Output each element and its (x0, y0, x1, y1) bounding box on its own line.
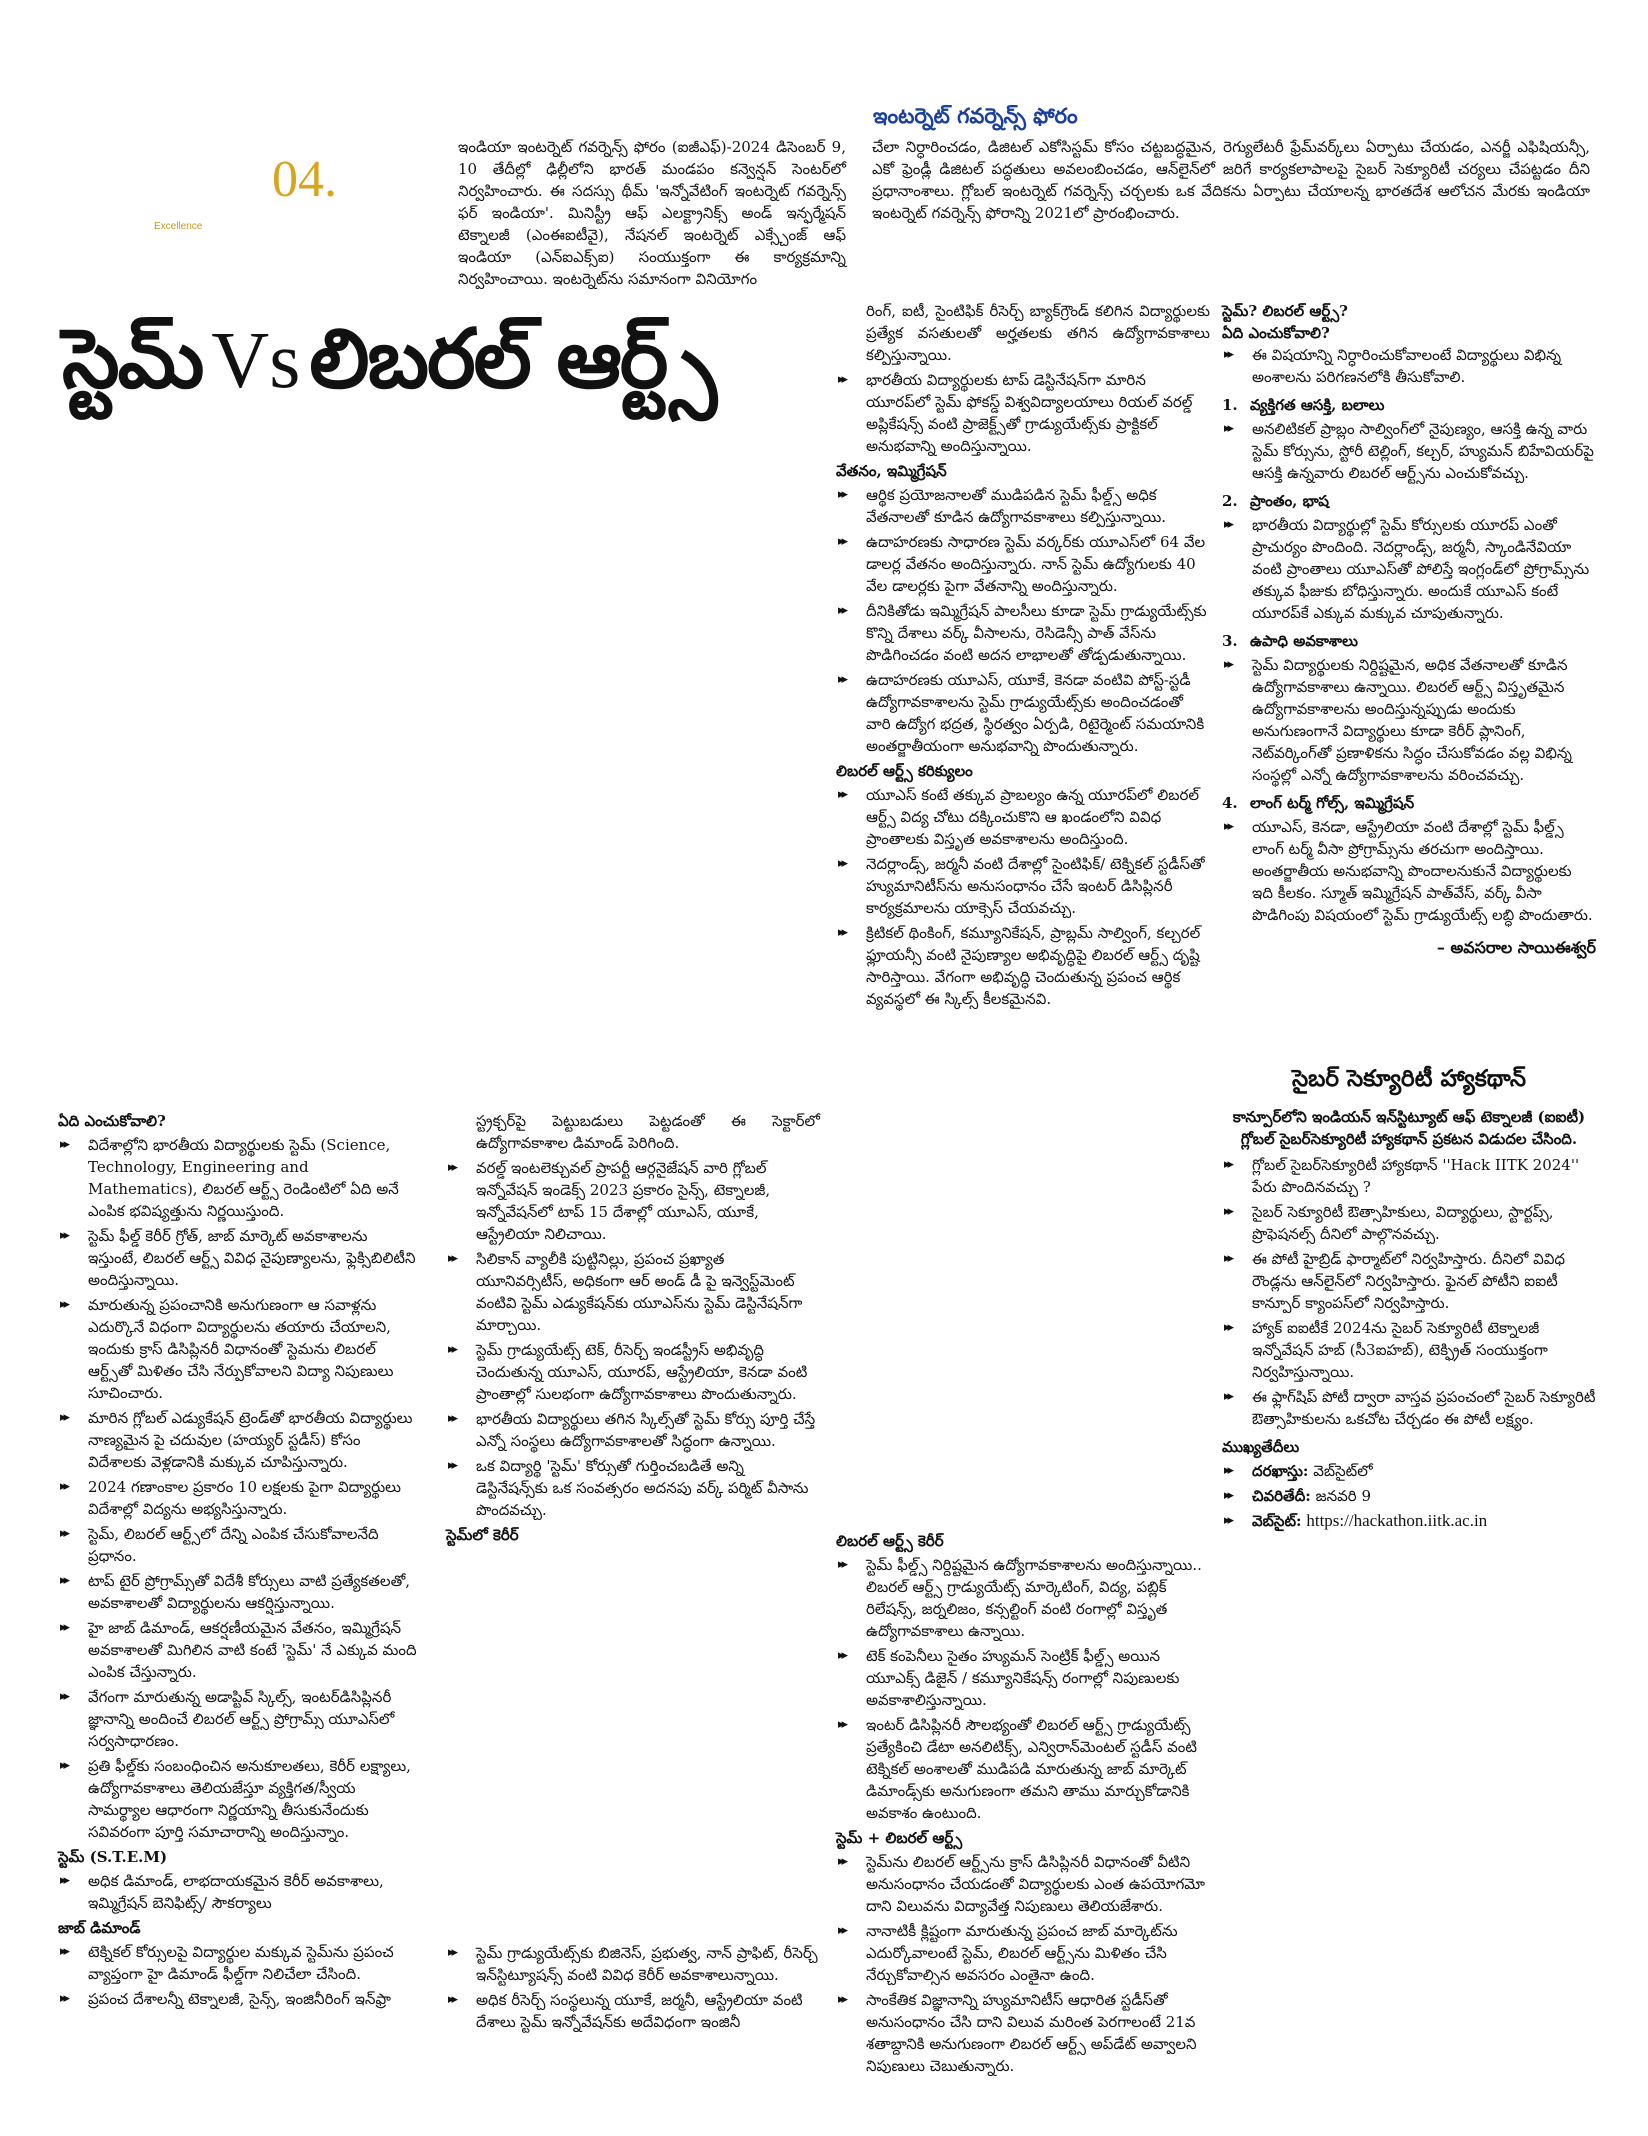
page-number: 04. (272, 151, 337, 208)
hackathon-box (1222, 1062, 1596, 1535)
double-arrow-icon: ▸▸ (838, 1648, 846, 1663)
list-item (58, 1686, 420, 1752)
list-item (1222, 344, 1596, 388)
section-heading: వేతనం, ఇమ్మిగ్రేషన్ (836, 462, 947, 480)
list-item-text: భారతీయ విద్యార్థులకు టాప్ డెస్టినేషన్‌గా మారిన యూరప్‌లో స్టెమ్ ఫోకస్డ్ విశ్వవిద్యాలయాలు రియల్ వరల్డ్ అప్లికేషన్స్ వంటి ప్రాజెక్ట్స్‌తో గ్రాడ్యుయేట్స్‌కు ప్రాక్టికల్ అనుభవాన్ని అందిస్తున్నాయి. (866, 371, 1193, 455)
double-arrow-icon: ▸▸ (838, 1992, 846, 2007)
double-arrow-icon: ▸▸ (1224, 1389, 1232, 1404)
section-heading: స్టెమ్ + లిబరల్ ఆర్ట్స్ (836, 1829, 963, 1847)
heading-text: ప్రాంతం, భాష (1250, 492, 1329, 510)
list-item-text: హై జాబ్ డిమాండ్, ఆకర్షణీయమైన వేతనం, ఇమ్మిగ్రేషన్ అవకాశాలతో మిగిలిన వాటి కంటే 'స్టెమ్' నే ఎక్కువ మంది ఎంపిక చేస్తున్నారు. (88, 1619, 417, 1681)
double-arrow-icon: ▸▸ (60, 1228, 68, 1243)
key-dates-heading: ముఖ్యతేదీలు (1222, 1438, 1300, 1456)
detail-value: వెబ్‌సైట్‌లో (1313, 1462, 1373, 1480)
list-item (1222, 514, 1596, 624)
list-item-text: భారతీయ విద్యార్థులు తగిన స్కిల్స్‌తో స్టెమ్ కోర్సు పూర్తి చేస్తే ఎన్నో సంస్థలు ఉద్యోగావకాశాలతో సిద్ధంగా ఉన్నాయి. (476, 1410, 816, 1450)
list-item-text: క్రిటికల్ థింకింగ్, కమ్యూనికేషన్, ప్రాబ్లమ్ సాల్వింగ్, కల్చరల్ ఫ్లూయన్సీ వంటి నైపుణ్యాల అభివృద్ధిపై లిబరల్ ఆర్ట్స్ దృష్టి సారిస్తాయి. వేగంగా అభివృద్ధి చెందుతున్న ప్రపంచ ఆర్థిక వ్యవస్థలో ఈ స్కిల్స్ కీలకమైనవి. (866, 924, 1201, 1008)
double-arrow-icon: ▸▸ (448, 1160, 456, 1175)
key-dates-list (1222, 1460, 1596, 1532)
list-item-text: గ్లోబల్ సైబర్‌సెక్యూరిటీ హ్యాకథాన్ ''Hack IITK 2024'' పేరు పొందినవచ్చు ? (1252, 1156, 1580, 1196)
list-item (1222, 1201, 1596, 1245)
list-item-text: ఉదాహరణకు సాధారణ స్టెమ్ వర్కర్‌కు యూఎస్‌లో 64 వేల డాలర్ల వేతనం అందిస్తున్నారు. నాన్ స్టెమ్ ఉద్యోగులకు 40 వేల డాలర్లకు పైగా వేతనాన్ని అందిస్తున్నారు. (866, 533, 1206, 595)
list-item (836, 1851, 1210, 1917)
detail-label: దరఖాస్తు: (1252, 1462, 1309, 1480)
list-item (836, 669, 1210, 757)
bottom-middle-column (446, 1110, 820, 1548)
numbered-heading (1222, 630, 1596, 652)
paragraph-continued: రింగ్, ఐటీ, సైంటిఫిక్ రీసెర్చ్ బ్యాక్‌గ్రౌండ్ కలిగిన విద్యార్థులకు ప్రత్యేక వసతులతో అర్హతలకు తగిన ఉద్యోగావకాశాలు కల్పిస్తున్నాయి. (866, 302, 1210, 364)
list-item (1222, 1154, 1596, 1198)
list-item-text: వరల్డ్ ఇంటలెక్చువల్ ప్రాపర్టీ ఆర్గనైజేషన్ వారి గ్లోబల్ ఇన్నోవేషన్ ఇండెక్స్ 2023 ప్రకారం సైన్స్, టెక్నాలజీ, ఇన్నోవేషన్‌లో టాప్ 15 దేశాల్లో యూఎస్, యూకే, ఆస్ట్రేలియా నిలిచాయి. (476, 1159, 771, 1243)
list-item-text: మారిన గ్లోబల్ ఎడ్యుకేషన్ ట్రెండ్‌తో భారతీయ విద్యార్థులు నాణ్యమైన పై చదువుల (హయ్యర్ స్టడీస్) కోసం విదేశాలకు వెళ్లడానికి మక్కువ చూపిస్తున్నారు. (88, 1409, 413, 1471)
headline-stem: స్టెమ్ (62, 312, 203, 407)
double-arrow-icon: ▸▸ (60, 1689, 68, 1704)
bullet-list (1222, 514, 1596, 624)
list-item (836, 1554, 1210, 1642)
list-item-text: ఈ విషయాన్ని నిర్ధారించుకోవాలంటే విద్యార్థులు విభిన్న అంశాలను పరిగణనలోకి తీసుకోవాలి. (1252, 346, 1562, 386)
list-item (836, 1920, 1210, 1986)
list-item (446, 1157, 820, 1245)
headline-vs: Vs (211, 317, 301, 405)
list-item-text: స్టెమ్ ఫీల్డ్ కెరీర్ గ్రోత్, జాబ్ మార్కెట్ అవకాశాలను ఇస్తుంటే, లిబరల్ ఆర్ట్స్ వివిధ నైపుణ్యాలను, ఫ్లెక్సిబిలిటీని అందిస్తున్నాయి. (88, 1227, 416, 1289)
list-item (58, 1134, 420, 1222)
double-arrow-icon: ▸▸ (838, 672, 846, 687)
list-item-text: సిలికాన్ వ్యాలీకి పుట్టినిల్లు, ప్రపంచ ప్రఖ్యాత యూనివర్సిటీస్, అధికంగా ఆర్ అండ్ డీ పై ఇన్వెస్ట్‌మెంట్ వంటివి స్టెమ్ ఎడ్యుకేషన్‌కు యూఎస్‌ను స్టెమ్ డెస్టినేషన్‌గా మార్చాయి. (476, 1250, 803, 1334)
list-item-text: ఇంటర్ డిసిప్లినరీ సౌలభ్యంతో లిబరల్ ఆర్ట్స్ గ్రాడ్యుయేట్స్ ప్రత్యేకించి డేటా అనలిటిక్స్, ఎన్విరాన్‌మెంటల్ స్టడీస్ వంటి టెక్నికల్ అంశాలతో ముడిపడి మారుతున్న జాబ్ మార్కెట్ డిమాండ్స్‌కు అనుగుణంగా తమని తాము మార్చుకోడానికి అవకాశం ఉంటుంది. (866, 1716, 1197, 1822)
list-item (446, 1339, 820, 1405)
numbered-heading (1222, 792, 1596, 814)
list-item-text: అనలిటికల్ ప్రాబ్లం సాల్వింగ్‌లో నైపుణ్యం, ఆసక్తి ఉన్న వారు స్టెమ్ కోర్సును, స్టోరీ టెల్లింగ్, కల్చర్, హ్యుమన్ బిహేవియర్‌పై ఆసక్తి ఉన్నవారు లిబరల్ ఆర్ట్స్‌ను ఎంచుకోవచ్చు. (1252, 420, 1594, 482)
forum-left-paragraph: ఇండియా ఇంటర్నెట్ గవర్నెన్స్ ఫోరం (ఐజీఎఫ్)-2024 డిసెంబర్ 9, 10 తేదీల్లో ఢిల్లీలోని భారత్ మండపం కన్వెన్షన్ సెంటర్‌లో నిర్వహించారు. ఈ సదస్సు థీమ్ 'ఇన్నోవేటింగ్ ఇంటర్నెట్ గవర్నెన్స్ ఫర్ ఇండియా'. మినిస్ట్రీ ఆఫ్ ఎలక్ట్రానిక్స్ అండ్ ఇన్ఫర్మేషన్ టెక్నాలజీ (ఎంఈఐటీవై), నేషనల్ ఇంటర్నెట్ ఎక్స్చేంజ్ ఆఫ్ ఇండియా (ఎన్ఐఎక్స్ఐ) సంయుక్తంగా ఈ కార్యక్రమాన్ని నిర్వహించాయి. ఇంటర్నెట్‌ను సమానంగా వినియోగం (458, 138, 846, 288)
section-heading: లిబరల్ ఆర్ట్స్ కెరీర్ (836, 1532, 944, 1550)
list-item (58, 1570, 420, 1614)
numbered-heading (1222, 394, 1596, 416)
list-item (836, 784, 1210, 850)
bottom-right-column (836, 1530, 1210, 2080)
bullet-list (1222, 344, 1596, 388)
list-item (58, 1941, 420, 1985)
detail-value: జనవరి 9 (1315, 1487, 1372, 1505)
double-arrow-icon: ▸▸ (1224, 1251, 1232, 1266)
section-heading: జాబ్ డిమాండ్ (58, 1919, 141, 1937)
bullet-list (446, 1942, 820, 2033)
double-arrow-icon: ▸▸ (838, 372, 846, 387)
list-item (58, 1294, 420, 1404)
list-item-text: ఒక విద్యార్థి 'స్టెమ్' కోర్సుతో గుర్తించబడితే అన్ని డెస్టినేషన్స్‌కు ఒక సంవత్సరం అదనపు వర్క్ పర్మిట్ వీసాను పొందవచ్చు. (476, 1457, 809, 1519)
detail-label: చివరితేదీ: (1252, 1487, 1311, 1505)
paragraph-continued: స్ట్రక్చర్‌పై పెట్టుబడులు పెట్టడంతో ఈ సెక్టార్‌లో ఉద్యోగావకాశాల డిమాండ్ పెరిగింది. (476, 1112, 820, 1152)
hackathon-title: సైబర్ సెక్యూరిటీ హ్యాకథాన్ (1291, 1066, 1527, 1092)
double-arrow-icon: ▸▸ (838, 1923, 846, 1938)
list-item (1222, 1485, 1596, 1507)
top-right-column (1222, 300, 1596, 960)
list-item-text: స్టెమ్ గ్రాడ్యుయేట్స్‌కు బిజినెస్, ప్రభుత్వ, నాన్ ప్రాఫిట్, రీసెర్చ్ ఇన్‌స్టిట్యూషన్స్ వంటి వివిధ కెరీర్ అవకాశాలున్నాయి. (476, 1944, 818, 1984)
double-arrow-icon: ▸▸ (1224, 517, 1232, 532)
list-item-text: హ్యాక్ ఐఐటీకే 2024ను సైబర్ సెక్యూరిటీ టెక్నాలజీ ఇన్నోవేషన్ హబ్ (సీ3ఐహబ్), టెక్ఫ్రిత్ సంయుక్తంగా నిర్వహిస్తున్నాయి. (1252, 1319, 1548, 1381)
double-arrow-icon: ▸▸ (448, 1945, 456, 1960)
forum-right-paragraph: చేలా నిర్ధారించడం, డిజిటల్ ఎకోసిస్టమ్ కోసం చట్టబద్ధమైన, రెగ్యులేటరీ ఫ్రేమ్‌వర్క్‌లు ఏర్పాటు చేయడం, ఎనర్జీ ఎఫిషియన్సీ, ఎకో ఫ్రెండ్లీ డిజిటల్ పద్ధతులు అవలంబించడం, ఆన్‌లైన్‌లో జరిగే కార్యకలాపాలపై సైబర్ సెక్యూరిటీ చర్యలు చేపట్టడం దీని ప్రధానాంశాలు. గ్లోబల్ ఇంటర్నెట్ గవర్నెన్స్ చర్చలకు ఒక వేదికను ఏర్పాటు చేయాలన్న భారతదేశ ఆలోచన మేరకు ఇండియా ఇంటర్నెట్ గవర్నెన్స్ ఫోరాన్ని 2021లో ప్రారంభించారు. (872, 138, 1590, 222)
list-item-text: వేగంగా మారుతున్న అడాప్టివ్ స్కిల్స్, ఇంటర్‌డిసిప్లినరీ జ్ఞానాన్ని అందించే లిబరల్ ఆర్ట్స్ ప్రోగ్రామ్స్ యూఎస్‌లో సర్వసాధారణం. (88, 1688, 395, 1750)
list-item-text: మారుతున్న ప్రపంచానికి అనుగుణంగా ఆ సవాళ్లను ఎదుర్కొనే విధంగా విద్యార్థులను తయారు చేయాలని, ఇందుకు క్రాస్ డిసిప్లినరీ విధానంతో స్టెమను లిబరల్ ఆర్ట్స్‌తో మిళితం చేసి నేర్పుకోవాలని విద్యా నిపుణులు సూచించారు. (88, 1296, 394, 1402)
list-item (446, 1989, 820, 2033)
list-item-text: నానాటికీ క్లిష్టంగా మారుతున్న ప్రపంచ జాబ్ మార్కెట్‌ను ఎదుర్కోవాలంటే స్టెమ్, లిబరల్ ఆర్ట్స్‌ను మిళితం చేసి నేర్చుకోవాల్సిన అవసరం ఎంతైనా ఉంది. (866, 1922, 1178, 1984)
heading-number: 4. (1222, 794, 1238, 812)
list-item (58, 1617, 420, 1683)
list-item-text: యూఎస్ కంటే తక్కువ ప్రాబల్యం ఉన్న యూరప్‌లో లిబరల్ ఆర్ట్స్ విద్య చోటు దక్కించుకొని ఆ ఖండంలోని వివిధ ప్రాంతాలకు విస్తృత అవకాశాలను అందిస్తుంది. (866, 786, 1200, 848)
list-item (1222, 1460, 1596, 1482)
list-item (1222, 1317, 1596, 1383)
double-arrow-icon: ▸▸ (1224, 1204, 1232, 1219)
list-item (836, 1645, 1210, 1711)
double-arrow-icon: ▸▸ (448, 1458, 456, 1473)
section-heading: స్టెమ్‌లో కెరీర్ (446, 1526, 519, 1544)
double-arrow-icon: ▸▸ (838, 487, 846, 502)
double-arrow-icon: ▸▸ (838, 1557, 846, 1572)
byline: – అవసరాల సాయిఈశ్వర్ (1436, 938, 1596, 957)
double-arrow-icon: ▸▸ (60, 1758, 68, 1773)
double-arrow-icon: ▸▸ (1224, 1488, 1232, 1503)
double-arrow-icon: ▸▸ (60, 1297, 68, 1312)
list-item-text: భారతీయ విద్యార్థుల్లో స్టెమ్ కోర్సులకు యూరప్ ఎంతో ప్రాచుర్యం పొందింది. నెదర్లాండ్స్, జర్మనీ, స్కాండినేవియా వంటి ప్రాంతాలు యూఎస్‌తో పోలిస్తే ఇంగ్లండ్‌లో ప్రోగ్రామ్స్‌ను తక్కువ ఫీజుకు బోధిస్తున్నారు. అందుకే యూఎస్ కంటే యూరప్‌కే ఎక్కువ మక్కువ చూపుతున్నారు. (1252, 516, 1590, 622)
list-item-text: ఆర్థిక ప్రయోజనాలతో ముడిపడిన స్టెమ్ ఫీల్డ్స్ అధిక వేతనాలతో కూడిన ఉద్యోగావకాశాలు కల్పిస్తున్నాయి. (866, 486, 1167, 526)
double-arrow-icon: ▸▸ (838, 603, 846, 618)
bullet-list (836, 369, 1210, 457)
bullet-list (58, 1134, 420, 1843)
hackathon-intro: కాన్పూర్‌లోని ఇండియన్ ఇన్‌స్టిట్యూట్ ఆఫ్ టెక్నాలజీ (ఐఐటీ) గ్లోబల్ సైబర్‌సెక్యూరిటీ హ్యాకథాన్ ప్రకటన విడుదల చేసింది. (1232, 1108, 1586, 1148)
list-item-text: ఈ పోటీ హైబ్రిడ్ ఫార్మాట్‌లో నిర్వహిస్తారు. దీనిలో వివిధ రౌండ్లను ఆన్‌లైన్‌లో నిర్వహిస్తారు. ఫైనల్ పోటీని ఐఐటీ కాన్పూర్ క్యాంపస్‌లో నిర్వహిస్తారు. (1252, 1250, 1565, 1312)
list-item-text: స్టెమ్‌ను లిబరల్ ఆర్ట్స్‌ను క్రాస్ డిసిప్లినరీ విధానంతో వీటిని అనుసంధానం చేయడంతో విద్యార్థులకు ఎంత ఉపయోగమో దాని విలువను విద్యావేత్త నిపుణులు తెలియజేశారు. (866, 1853, 1205, 1915)
double-arrow-icon: ▸▸ (448, 1992, 456, 2007)
list-item (836, 922, 1210, 1010)
bottom-left-column (58, 1110, 420, 2013)
double-arrow-icon: ▸▸ (60, 1410, 68, 1425)
numbered-heading (1222, 490, 1596, 512)
double-arrow-icon: ▸▸ (448, 1342, 456, 1357)
bullet-list (836, 1851, 1210, 2077)
list-item-text: టెక్నికల్ కోర్సులపై విద్యార్థుల మక్కువ స్టెమ్‌ను ప్రపంచ వ్యాప్తంగా హై డిమాండ్ ఫీల్డ్‌గా నిలిచేలా చేసింది. (88, 1943, 394, 1983)
list-item-text: స్టెమ్ గ్రాడ్యుయేట్స్ టెక్, రీసెర్చ్ ఇండస్ట్రీస్ అభివృద్ధి చెందుతున్న యూఎస్, యూరప్, ఆస్ట్రేలియా, కెనడా వంటి ప్రాంతాల్లో సులభంగా ఉద్యోగావకాశాలు పొందుతున్నారు. (476, 1341, 808, 1403)
list-item (836, 531, 1210, 597)
list-item (836, 600, 1210, 666)
heading-text: ఉపాధి అవకాశాలు (1250, 632, 1358, 650)
list-item (58, 1988, 420, 2010)
headline-liberal-arts: లిబరల్ ఆర్ట్స్ (309, 312, 716, 407)
double-arrow-icon: ▸▸ (60, 1526, 68, 1541)
double-arrow-icon: ▸▸ (838, 1717, 846, 1732)
heading-text: లాంగ్ టర్మ్ గోల్స్, ఇమ్మిగ్రేషన్ (1250, 794, 1415, 812)
section-heading: స్టెమ్? లిబరల్ ఆర్ట్స్? (1222, 302, 1348, 320)
list-item-text: ఉదాహరణకు యూఎస్, యూకే, కెనడా వంటివి పోస్ట్-స్టడీ ఉద్యోగావకాశాలను స్టెమ్ గ్రాడ్యుయేట్స్‌కు అందించడంతో వారి ఉద్యోగ భద్రత, స్థిరత్వం ఏర్పడి, రిటైర్మెంట్ సమయానికి అంతర్జాతీయంగా అనుభవాన్ని పొందుతున్నారు. (866, 671, 1205, 755)
list-item (446, 1248, 820, 1336)
list-item (836, 369, 1210, 457)
double-arrow-icon: ▸▸ (60, 1873, 68, 1888)
detail-label: వెబ్‌సైట్: (1252, 1512, 1302, 1530)
list-item-text: విదేశాల్లోని భారతీయ విద్యార్థులకు స్టెమ్ (Science, Technology, Engineering and Mathematics), లిబరల్ ఆర్ట్స్ రెండింటిలో ఏది అనే ఎంపిక భవిష్యత్తును నిర్ణయిస్తుంది. (88, 1136, 399, 1220)
list-item-text: అధిక డిమాండ్, లాభదాయకమైన కెరీర్ అవకాశాలు, ఇమ్మిగ్రేషన్ బెనిఫిట్స్/ సౌకర్యాలు (88, 1872, 384, 1912)
double-arrow-icon: ▸▸ (60, 1573, 68, 1588)
bottom-middle-column-lower (446, 1942, 820, 2036)
list-item-text: దీనికితోడు ఇమ్మిగ్రేషన్ పాలసీలు కూడా స్టెమ్ గ్రాడ్యుయేట్స్‌కు కొన్ని దేశాలు వర్క్ వీసాలను, రెసిడెన్సీ పాత్ వేస్‌ను పొడిగించడం వంటి అదన లాభాలతో తోడ్పడుతున్నాయి. (866, 602, 1207, 664)
double-arrow-icon: ▸▸ (1224, 657, 1232, 672)
double-arrow-icon: ▸▸ (448, 1251, 456, 1266)
section-heading: ఏది ఎంచుకోవాలి? (58, 1112, 166, 1130)
list-item-text: టాప్ టైర్ ప్రోగ్రామ్స్‌తో విదేశీ కోర్సులు వాటి ప్రత్యేకతలతో, అవకాశాలతో విద్యార్థులను ఆకర్షిస్తున్నాయి. (88, 1572, 410, 1612)
bullet-list (836, 484, 1210, 757)
list-item-text: స్టెమ్ విద్యార్థులకు నిర్దిష్టమైన, అధిక వేతనాలతో కూడిన ఉద్యోగావకాశాలు ఉన్నాయి. లిబరల్ ఆర్ట్స్ విస్తృతమైన ఉద్యోగావకాశాలను అందిస్తున్నప్పుడు అందుకు అనుగుణంగానే విద్యార్థులు కూడా కెరీర్ ప్లానింగ్, నెట్‌వర్కింగ్‌తో ప్రణాళికను సిద్ధం చేసుకోవడం వల్ల విభిన్న సంస్థల్లో ఎన్నో ఉద్యోగావకాశాలను వరించవచ్చు. (1252, 656, 1572, 784)
list-item-text: సైబర్ సెక్యూరిటీ ఔత్సాహికులు, విద్యార్థులు, స్టార్టప్స్, ప్రొఫెషనల్స్ దీనిలో పాల్గొనవచ్చు. (1252, 1203, 1554, 1243)
double-arrow-icon: ▸▸ (1224, 347, 1232, 362)
double-arrow-icon: ▸▸ (838, 1854, 846, 1869)
double-arrow-icon: ▸▸ (1224, 1320, 1232, 1335)
double-arrow-icon: ▸▸ (1224, 1513, 1232, 1528)
top-middle-column (836, 300, 1210, 1013)
bullet-list (1222, 654, 1596, 786)
list-item-text: ఈ ఫ్లాగ్‌షిప్ పోటీ ద్వారా వాస్తవ ప్రపంచంలో సైబర్ సెక్యూరిటీ ఔత్సాహికులను ఒకచోట చేర్చడం ఈ పోటీ లక్ష్యం. (1252, 1388, 1596, 1428)
list-item (1222, 654, 1596, 786)
list-item (836, 484, 1210, 528)
double-arrow-icon: ▸▸ (60, 1991, 68, 2006)
bullet-list (58, 1870, 420, 1914)
list-item (1222, 1248, 1596, 1314)
double-arrow-icon: ▸▸ (1224, 819, 1232, 834)
list-item (58, 1870, 420, 1914)
list-item (446, 1942, 820, 1986)
bullet-list (1222, 816, 1596, 926)
section-heading: లిబరల్ ఆర్ట్స్ కరిక్యులం (836, 762, 973, 780)
list-item-text: యూఎస్, కెనడా, ఆస్ట్రేలియా వంటి దేశాల్లో స్టెమ్ ఫీల్డ్స్ లాంగ్ టర్మ్ వీసా ప్రోగ్రామ్స్‌ను తరచుగా అందిస్తాయి. అంతర్జాతీయ అనుభవాన్ని పొందాలనుకునే విద్యార్థులకు ఇది కీలకం. స్మూత్ ఇమ్మిగ్రేషన్ పాత్‌వేస్, వర్క్ వీసా పొడిగింపు విషయంలో స్టెమ్ గ్రాడ్యుయేట్స్ లబ్ధి పొందుతారు. (1252, 818, 1593, 924)
headline (62, 300, 802, 442)
bullet-list (58, 1941, 420, 2010)
list-item (836, 853, 1210, 919)
bullet-list (836, 1554, 1210, 1824)
bullet-list (836, 784, 1210, 1010)
double-arrow-icon: ▸▸ (838, 787, 846, 802)
double-arrow-icon: ▸▸ (60, 1944, 68, 1959)
double-arrow-icon: ▸▸ (838, 534, 846, 549)
list-item (1222, 816, 1596, 926)
list-item (446, 1408, 820, 1452)
section-heading: స్టెమ్ (S.T.E.M) (58, 1848, 168, 1866)
list-item-text: సాంకేతిక విజ్ఞానాన్ని హ్యుమానిటీస్ ఆధారిత స్టడీస్‌తో అనుసంధానం చేసి దాని విలువ మరింత పెరగాలంటే 21వ శతాబ్దానికి అనుగుణంగా లిబరల్ ఆర్ట్స్ అప్‌డేట్ అవ్వాలని నిపుణులు చెబుతున్నారు. (866, 1991, 1197, 2075)
list-item (446, 1455, 820, 1521)
double-arrow-icon: ▸▸ (60, 1620, 68, 1635)
bullet-list (1222, 418, 1596, 484)
forum-title: ఇంటర్నెట్ గవర్నెన్స్ ఫోరం (873, 104, 1078, 128)
website-link[interactable]: https://hackathon.iitk.ac.in (1306, 1511, 1488, 1530)
bullet-list (1222, 1154, 1596, 1430)
heading-text: వ్యక్తిగత ఆసక్తి, బలాలు (1250, 396, 1385, 414)
list-item-text: నెదర్లాండ్స్, జర్మనీ వంటి దేశాల్లో సైంటిఫిక్/ టెక్నికల్ స్టడీస్‌తో హ్యుమానిటీస్‌ను అనుసంధానం చేసే ఇంటర్ డిసిప్లినరీ కార్యక్రమాలను యాక్సెస్ చేయవచ్చు. (866, 855, 1205, 917)
list-item-text: స్టెమ్, లిబరల్ ఆర్ట్స్‌లో దేన్ని ఎంపిక చేసుకోవాలనేది ప్రధానం. (88, 1525, 379, 1565)
list-item-text: ప్రపంచ దేశాలన్నీ టెక్నాలజీ, సైన్స్, ఇంజినీరింగ్ ఇన్‌ఫ్రా (88, 1990, 391, 2008)
list-item (58, 1476, 420, 1520)
list-item (836, 1989, 1210, 2077)
list-item (836, 1714, 1210, 1824)
double-arrow-icon: ▸▸ (838, 856, 846, 871)
list-item-text: ప్రతి ఫీల్డ్‌కు సంబంధించిన అనుకూలతలు, కెరీర్ లక్ష్యాలు, ఉద్యోగావకాశాలు తెలియజేస్తూ వ్యక్తిగత/స్వీయ సామర్థ్యాల ఆధారంగా నిర్ణయాన్ని తీసుకునేందుకు సవివరంగా పూర్తి సమాచారాన్ని అందిస్తున్నాం. (88, 1757, 411, 1841)
double-arrow-icon: ▸▸ (838, 925, 846, 940)
double-arrow-icon: ▸▸ (60, 1137, 68, 1152)
section-subheading: ఏది ఎంచుకోవాలి? (1222, 324, 1330, 342)
double-arrow-icon: ▸▸ (448, 1411, 456, 1426)
double-arrow-icon: ▸▸ (1224, 1463, 1232, 1478)
list-item-text: 2024 గణాంకాల ప్రకారం 10 లక్షలకు పైగా విద్యార్థులు విదేశాల్లో విద్యను అభ్యసిస్తున్నారు. (88, 1478, 401, 1518)
section-tag: Excellence (154, 221, 203, 232)
double-arrow-icon: ▸▸ (1224, 421, 1232, 436)
double-arrow-icon: ▸▸ (60, 1479, 68, 1494)
list-item-text: అధిక రీసెర్చ్ సంస్థలున్న యూకే, జర్మనీ, ఆస్ట్రేలియా వంటి దేశాలు స్టెమ్ ఇన్నోవేషన్‌కు అదేవిధంగా ఇంజినీ (476, 1991, 803, 2031)
list-item (1222, 418, 1596, 484)
list-item (1222, 1510, 1596, 1532)
list-item (58, 1407, 420, 1473)
list-item-text: స్టెమ్ ఫీల్డ్స్ నిర్దిష్టమైన ఉద్యోగావకాశాలను అందిస్తున్నాయి.. లిబరల్ ఆర్ట్స్ గ్రాడ్యుయేట్స్ మార్కెటింగ్, విద్య, పబ్లిక్ రిలేషన్స్, జర్నలిజం, కన్సల్టింగ్ వంటి రంగాల్లో విస్తృత ఉద్యోగావకాశాలు ఉన్నాయి. (866, 1556, 1202, 1640)
list-item-text: టెక్ కంపెనీలు సైతం హ్యుమన్ సెంట్రిక్ ఫీల్డ్స్ అయిన యూఎక్స్ డిజైన్ / కమ్యూనికేషన్స్ రంగాల్లో నిపుణులకు అవకాశాలిస్తున్నాయి. (866, 1647, 1180, 1709)
list-item (58, 1523, 420, 1567)
bullet-list (446, 1157, 820, 1521)
heading-number: 1. (1222, 396, 1238, 414)
list-item (58, 1225, 420, 1291)
list-item (1222, 1386, 1596, 1430)
double-arrow-icon: ▸▸ (1224, 1157, 1232, 1172)
heading-number: 3. (1222, 632, 1238, 650)
heading-number: 2. (1222, 492, 1238, 510)
list-item (58, 1755, 420, 1843)
